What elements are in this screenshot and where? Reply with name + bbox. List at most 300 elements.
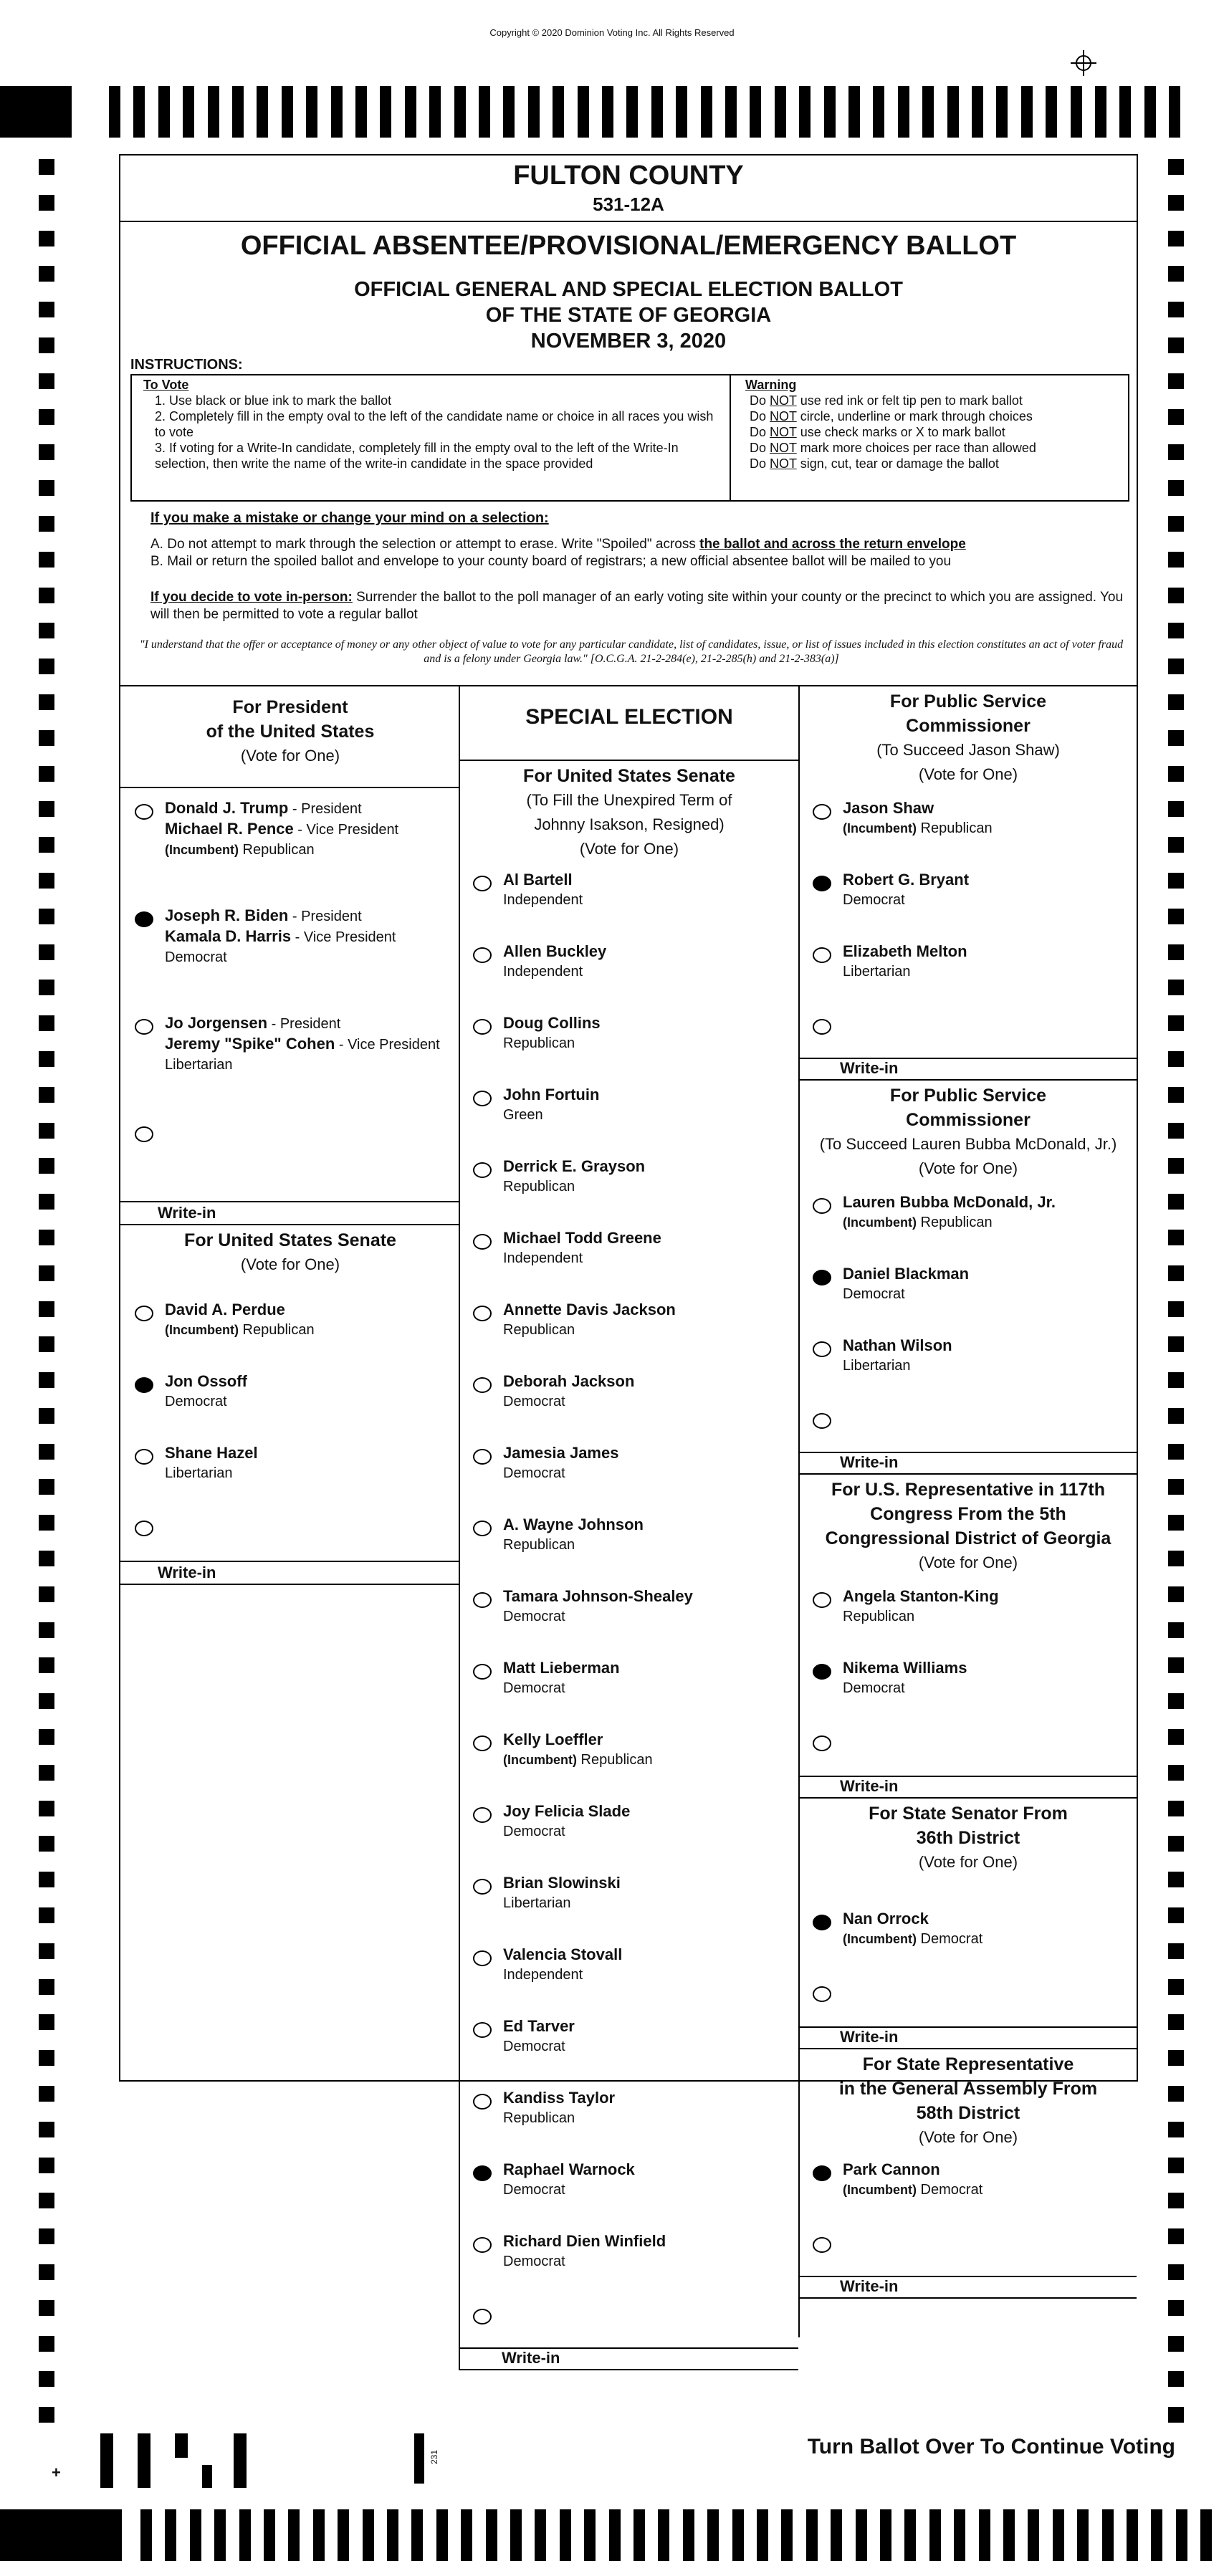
side-timing-mark xyxy=(39,1657,54,1673)
candidate-stanton-king: Angela Stanton-King Republican xyxy=(843,1587,999,1624)
instructions-label: INSTRUCTIONS: xyxy=(130,357,243,373)
side-timing-mark xyxy=(39,1479,54,1495)
side-timing-mark xyxy=(1168,195,1184,211)
oval-special-candidate[interactable] xyxy=(473,1521,492,1536)
side-timing-mark xyxy=(1168,337,1184,353)
side-timing-mark xyxy=(39,1622,54,1638)
side-timing-mark xyxy=(39,195,54,211)
oval-special-candidate[interactable] xyxy=(473,2165,492,2181)
left-side-marks xyxy=(39,159,54,2443)
timing-mark xyxy=(411,2509,423,2561)
side-timing-mark xyxy=(39,623,54,638)
candidate-special: Al Bartell Independent xyxy=(503,871,583,908)
side-timing-mark xyxy=(1168,2407,1184,2423)
side-timing-mark xyxy=(39,373,54,389)
side-timing-mark xyxy=(39,1408,54,1424)
timing-mark xyxy=(338,2509,349,2561)
side-timing-mark xyxy=(1168,1979,1184,1995)
side-timing-mark xyxy=(1168,516,1184,532)
candidate-special: Ed Tarver Democrat xyxy=(503,2017,575,2054)
oval-special-candidate[interactable] xyxy=(473,1735,492,1751)
timing-mark xyxy=(429,86,441,138)
county-title: FULTON COUNTY xyxy=(513,161,744,191)
timing-mark xyxy=(1046,86,1057,138)
candidate-special: Annette Davis Jackson Republican xyxy=(503,1301,676,1338)
footer-code-mark xyxy=(175,2433,188,2458)
timing-mark xyxy=(979,2509,990,2561)
timing-mark xyxy=(775,86,786,138)
candidate-mcdonald: Lauren Bubba McDonald, Jr. (Incumbent) Republican xyxy=(843,1193,1056,1230)
timing-mark xyxy=(824,86,836,138)
oval-mcdonald[interactable] xyxy=(813,1198,831,1214)
oval-orrock[interactable] xyxy=(813,1915,831,1930)
oval-psc1-writein[interactable] xyxy=(813,1019,831,1035)
candidate-special: Derrick E. Grayson Republican xyxy=(503,1157,646,1194)
timing-mark xyxy=(264,2509,275,2561)
footer-code-mark xyxy=(100,2433,113,2488)
timing-mark xyxy=(602,86,613,138)
special-election-title: SPECIAL ELECTION xyxy=(525,705,733,729)
candidate-ossoff: Jon Ossoff Democrat xyxy=(165,1372,247,1409)
side-timing-mark xyxy=(39,1872,54,1887)
candidate-special: Valencia Stovall Independent xyxy=(503,1945,623,1983)
race-special-senate: For United States Senate (To Fill the Unexpired Term of Johnny Isakson, Resigned) (Vote for One) xyxy=(523,766,735,858)
timing-mark xyxy=(528,86,540,138)
side-timing-mark xyxy=(1168,1444,1184,1460)
oval-special-candidate[interactable] xyxy=(473,2022,492,2038)
oval-bryant[interactable] xyxy=(813,876,831,891)
timing-mark xyxy=(633,2509,645,2561)
top-timing-bar xyxy=(0,86,1224,138)
oval-psc2-writein[interactable] xyxy=(813,1413,831,1429)
candidate-special: Allen Buckley Independent xyxy=(503,942,607,980)
side-timing-mark xyxy=(1168,1015,1184,1031)
timing-mark xyxy=(651,86,663,138)
timing-mark xyxy=(683,2509,694,2561)
side-timing-mark xyxy=(1168,1087,1184,1103)
oval-biden[interactable] xyxy=(135,911,153,927)
timing-mark xyxy=(232,86,244,138)
writein-senator: Write-in xyxy=(840,2028,899,2046)
side-timing-mark xyxy=(1168,444,1184,460)
side-timing-mark xyxy=(39,873,54,889)
race-us-senate: For United States Senate (Vote for One) xyxy=(184,1230,396,1273)
side-timing-mark xyxy=(1168,1765,1184,1781)
timing-mark xyxy=(1200,2509,1212,2561)
mistake-instructions: A. Do not attempt to mark through the selection or attempt to erase. Write "Spoiled" across the ballot and across the return envelope B. Mail or return the spoiled ballot and envelope to your county board of registrars; a new official absentee ballot will be mailed to you xyxy=(150,537,966,569)
oval-special-candidate[interactable] xyxy=(473,1162,492,1178)
oval-special-candidate[interactable] xyxy=(473,2237,492,2253)
side-timing-mark xyxy=(1168,1729,1184,1745)
side-timing-mark xyxy=(39,1123,54,1139)
race-us-representative: For U.S. Representative in 117th Congress From the 5th Congressional District of Georgia (Vote for One) xyxy=(825,1480,1111,1571)
side-timing-mark xyxy=(1168,2050,1184,2066)
race-psc-mcdonald: For Public Service Commissioner (To Succeed Lauren Bubba McDonald, Jr.) (Vote for One) xyxy=(819,1086,1117,1177)
candidate-special: Matt Lieberman Democrat xyxy=(503,1659,620,1696)
side-timing-mark xyxy=(39,2158,54,2173)
timing-mark xyxy=(676,86,687,138)
side-timing-mark xyxy=(1168,266,1184,282)
timing-mark xyxy=(1176,2509,1187,2561)
side-timing-mark xyxy=(1168,1515,1184,1531)
right-side-marks xyxy=(1168,159,1184,2443)
oval-stanton-king[interactable] xyxy=(813,1592,831,1608)
side-timing-mark xyxy=(39,2086,54,2102)
timing-mark xyxy=(880,2509,891,2561)
to-vote-instructions: To Vote 1. Use black or blue ink to mark the ballot 2. Completely fill in the empty oval to the left of the candidate name or choice in all races you wish to vote 3. If voting for a Write-In candidate, completely fill in the empty oval to the left of the Write-In selection, then write the name of the write-in candidate in the space provided xyxy=(143,378,714,471)
side-timing-mark xyxy=(39,2014,54,2030)
side-timing-mark xyxy=(39,801,54,817)
timing-mark xyxy=(133,86,145,138)
candidate-hazel: Shane Hazel Libertarian xyxy=(165,1444,258,1481)
side-timing-mark xyxy=(1168,1836,1184,1852)
turn-over-notice: Turn Ballot Over To Continue Voting xyxy=(807,2435,1175,2458)
oval-special-candidate[interactable] xyxy=(473,1449,492,1465)
candidate-special: Jamesia James Democrat xyxy=(503,1444,619,1481)
side-timing-mark xyxy=(1168,588,1184,603)
side-timing-mark xyxy=(39,159,54,175)
side-timing-mark xyxy=(39,1943,54,1959)
plus-mark-icon: + xyxy=(52,2464,61,2481)
ballot-title: OFFICIAL ABSENTEE/PROVISIONAL/EMERGENCY BALLOT xyxy=(240,231,1017,261)
timing-mark xyxy=(288,2509,300,2561)
side-timing-mark xyxy=(1168,2300,1184,2316)
timing-mark xyxy=(707,2509,719,2561)
side-timing-mark xyxy=(1168,980,1184,995)
side-timing-mark xyxy=(39,231,54,246)
side-timing-mark xyxy=(1168,552,1184,568)
side-timing-mark xyxy=(39,1230,54,1245)
election-date: NOVEMBER 3, 2020 xyxy=(530,330,727,353)
timing-mark xyxy=(387,2509,398,2561)
timing-mark xyxy=(214,2509,226,2561)
timing-mark xyxy=(947,86,959,138)
writein-rep: Write-in xyxy=(840,1777,899,1795)
timing-mark xyxy=(190,2509,201,2561)
oval-special-candidate[interactable] xyxy=(473,2094,492,2110)
oval-wilson[interactable] xyxy=(813,1341,831,1357)
oval-blackman[interactable] xyxy=(813,1270,831,1285)
writein-special: Write-in xyxy=(502,2349,560,2367)
side-timing-mark xyxy=(39,2371,54,2387)
side-timing-mark xyxy=(1168,1551,1184,1566)
timing-mark xyxy=(140,2509,152,2561)
warning-instructions: Warning Do NOT use red ink or felt tip pen to mark ballot Do NOT circle, underline or mark through choices Do NOT use check marks or X to mark ballot Do NOT mark more choices per race than allowed Do NOT sign, cut, tear or damage the ballot xyxy=(745,378,1036,471)
oval-staterep-writein[interactable] xyxy=(813,2237,831,2253)
writein-psc2: Write-in xyxy=(840,1453,899,1471)
side-timing-mark xyxy=(1168,730,1184,746)
oval-special-candidate[interactable] xyxy=(473,1807,492,1823)
timing-mark xyxy=(658,2509,669,2561)
oval-special-writein[interactable] xyxy=(473,2309,492,2324)
candidate-special: Deborah Jackson Democrat xyxy=(503,1372,635,1409)
timing-mark xyxy=(282,86,293,138)
oval-special-candidate[interactable] xyxy=(473,1377,492,1393)
timing-mark xyxy=(479,86,490,138)
side-timing-mark xyxy=(39,516,54,532)
candidate-special: Richard Dien Winfield Democrat xyxy=(503,2232,666,2269)
side-timing-mark xyxy=(1168,694,1184,710)
timing-mark xyxy=(732,2509,744,2561)
oval-shaw[interactable] xyxy=(813,804,831,820)
side-timing-mark xyxy=(1168,2014,1184,2030)
timing-mark xyxy=(856,2509,867,2561)
candidate-perdue: David A. Perdue (Incumbent) Republican xyxy=(165,1301,315,1338)
timing-mark xyxy=(757,2509,768,2561)
side-timing-mark xyxy=(1168,1943,1184,1959)
side-timing-mark xyxy=(39,2336,54,2352)
side-timing-mark xyxy=(39,2050,54,2066)
legal-notice: "I understand that the offer or acceptance of money or any other object of value to vote for any particular candidate, list of candidates, issue, or list of issues included in this election constitutes an act of voter fraud and is a felony under Georgia law." [O.C.G.A. 21-2-284(e), 21-2-285(h) and 21-2-383(a)] xyxy=(139,638,1124,665)
side-timing-mark xyxy=(39,1336,54,1352)
candidate-special: Raphael Warnock Democrat xyxy=(503,2160,635,2198)
side-timing-mark xyxy=(1168,1123,1184,1139)
timing-mark xyxy=(553,86,564,138)
side-timing-mark xyxy=(39,730,54,746)
side-timing-mark xyxy=(39,2193,54,2208)
candidate-special: Tamara Johnson-Shealey Democrat xyxy=(503,1587,693,1624)
side-timing-mark xyxy=(39,337,54,353)
timing-mark xyxy=(578,86,589,138)
side-timing-mark xyxy=(1168,1158,1184,1174)
oval-special-candidate[interactable] xyxy=(473,1592,492,1608)
oval-special-candidate[interactable] xyxy=(473,1950,492,1966)
timing-mark xyxy=(1003,2509,1015,2561)
timing-mark xyxy=(799,86,811,138)
candidate-special: Kandiss Taylor Republican xyxy=(503,2089,616,2126)
race-president: For President of the United States (Vote for One) xyxy=(206,697,375,765)
timing-mark xyxy=(535,2509,546,2561)
oval-hazel[interactable] xyxy=(135,1449,153,1465)
timing-mark xyxy=(1021,86,1033,138)
side-timing-mark xyxy=(1168,2264,1184,2280)
timing-mark xyxy=(486,2509,497,2561)
side-timing-mark xyxy=(1168,1801,1184,1816)
side-timing-mark xyxy=(39,837,54,853)
side-timing-mark xyxy=(1168,2228,1184,2244)
ballot-subtitle-2: OF THE STATE OF GEORGIA xyxy=(485,304,772,327)
timing-mark xyxy=(898,86,909,138)
candidate-shaw: Jason Shaw (Incumbent) Republican xyxy=(843,799,993,836)
side-timing-mark xyxy=(39,909,54,924)
timing-mark xyxy=(922,86,934,138)
side-timing-mark xyxy=(39,2300,54,2316)
registration-target-icon xyxy=(1069,49,1098,77)
timing-mark xyxy=(1127,2509,1138,2561)
side-timing-mark xyxy=(39,1158,54,1174)
side-timing-mark xyxy=(1168,231,1184,246)
writein-psc1: Write-in xyxy=(840,1059,899,1077)
inperson-instructions: If you decide to vote in-person: Surrender the ballot to the poll manager of an early voting site within your county or the precinct to which you are assigned. You will then be permitted to vote a regular ballot xyxy=(150,590,1124,622)
candidate-blackman: Daniel Blackman Democrat xyxy=(843,1265,970,1302)
footer-code-mark xyxy=(138,2433,150,2488)
side-timing-mark xyxy=(39,409,54,425)
side-timing-mark xyxy=(1168,1657,1184,1673)
timing-mark xyxy=(503,86,515,138)
candidate-special: Kelly Loeffler (Incumbent) Republican xyxy=(503,1730,653,1768)
oval-rep-writein[interactable] xyxy=(813,1735,831,1751)
oval-president-writein[interactable] xyxy=(135,1126,153,1142)
candidate-melton: Elizabeth Melton Libertarian xyxy=(843,942,967,980)
side-timing-mark xyxy=(39,1087,54,1103)
oval-williams[interactable] xyxy=(813,1664,831,1680)
side-timing-mark xyxy=(1168,1907,1184,1923)
oval-special-candidate[interactable] xyxy=(473,1879,492,1895)
timing-mark xyxy=(831,2509,842,2561)
timing-mark xyxy=(848,86,860,138)
copyright: Copyright © 2020 Dominion Voting Inc. All Rights Reserved xyxy=(489,27,735,38)
timing-mark xyxy=(1028,2509,1039,2561)
side-timing-mark xyxy=(39,1693,54,1709)
oval-special-candidate[interactable] xyxy=(473,1091,492,1106)
side-timing-mark xyxy=(1168,1336,1184,1352)
side-timing-mark xyxy=(39,944,54,960)
footer-code: 231 xyxy=(429,2449,440,2465)
side-timing-mark xyxy=(39,659,54,674)
timing-mark xyxy=(609,2509,621,2561)
side-timing-mark xyxy=(1168,373,1184,389)
oval-special-candidate[interactable] xyxy=(473,947,492,963)
side-timing-mark xyxy=(1168,623,1184,638)
timing-mark xyxy=(954,2509,965,2561)
oval-special-candidate[interactable] xyxy=(473,1019,492,1035)
timing-mark xyxy=(1077,2509,1089,2561)
candidate-special: Michael Todd Greene Independent xyxy=(503,1229,661,1266)
side-timing-mark xyxy=(39,2122,54,2137)
timing-mark xyxy=(355,86,367,138)
side-timing-mark xyxy=(39,1729,54,1745)
oval-jorgensen[interactable] xyxy=(135,1019,153,1035)
side-timing-mark xyxy=(1168,2158,1184,2173)
side-timing-mark xyxy=(1168,837,1184,853)
timing-mark xyxy=(454,86,466,138)
side-timing-mark xyxy=(39,980,54,995)
timing-mark xyxy=(781,2509,793,2561)
writein-president: Write-in xyxy=(158,1204,216,1222)
oval-ossoff[interactable] xyxy=(135,1377,153,1393)
oval-senate-writein[interactable] xyxy=(135,1521,153,1536)
side-timing-mark xyxy=(1168,1479,1184,1495)
side-timing-mark xyxy=(1168,944,1184,960)
side-timing-mark xyxy=(39,2228,54,2244)
oval-special-candidate[interactable] xyxy=(473,876,492,891)
side-timing-mark xyxy=(39,1586,54,1602)
side-timing-mark xyxy=(1168,1265,1184,1281)
timing-mark xyxy=(701,86,712,138)
timing-mark xyxy=(750,86,761,138)
side-timing-mark xyxy=(1168,1408,1184,1424)
mistake-title: If you make a mistake or change your mind on a selection: xyxy=(150,510,549,526)
candidate-trump: Donald J. Trump - President Michael R. Pence - Vice President (Incumbent) Republican xyxy=(165,799,399,858)
timing-mark xyxy=(725,86,737,138)
timing-mark xyxy=(405,86,416,138)
timing-mark xyxy=(165,2509,176,2561)
side-timing-mark xyxy=(39,1301,54,1317)
timing-mark xyxy=(257,86,268,138)
side-timing-mark xyxy=(39,1444,54,1460)
side-timing-mark xyxy=(1168,1051,1184,1067)
timing-mark xyxy=(1144,86,1156,138)
timing-mark xyxy=(560,2509,571,2561)
side-timing-mark xyxy=(39,1801,54,1816)
timing-mark xyxy=(313,2509,325,2561)
side-timing-mark xyxy=(1168,801,1184,817)
timing-mark xyxy=(208,86,219,138)
side-timing-mark xyxy=(39,1194,54,1210)
side-timing-mark xyxy=(1168,2193,1184,2208)
timing-mark xyxy=(158,86,170,138)
timing-mark xyxy=(1102,2509,1114,2561)
side-timing-mark xyxy=(39,1051,54,1067)
race-state-representative: For State Representative in the General Assembly From 58th District (Vote for One) xyxy=(838,2054,1098,2146)
candidate-orrock: Nan Orrock (Incumbent) Democrat xyxy=(843,1910,983,1947)
footer-code-mark xyxy=(234,2433,247,2488)
timing-mark xyxy=(972,86,983,138)
side-timing-mark xyxy=(39,1907,54,1923)
oval-trump[interactable] xyxy=(135,804,153,820)
side-timing-mark xyxy=(1168,1586,1184,1602)
side-timing-mark xyxy=(1168,1372,1184,1388)
side-timing-mark xyxy=(39,1515,54,1531)
candidate-special: Joy Felicia Slade Democrat xyxy=(503,1802,631,1839)
side-timing-mark xyxy=(1168,659,1184,674)
oval-perdue[interactable] xyxy=(135,1306,153,1321)
side-timing-mark xyxy=(1168,2336,1184,2352)
oval-cannon[interactable] xyxy=(813,2165,831,2181)
timing-mark xyxy=(183,86,194,138)
candidate-biden: Joseph R. Biden - President Kamala D. Harris - Vice President Democrat xyxy=(165,906,396,965)
side-timing-mark xyxy=(1168,1194,1184,1210)
oval-special-candidate[interactable] xyxy=(473,1664,492,1680)
timing-mark xyxy=(929,2509,941,2561)
oval-special-candidate[interactable] xyxy=(473,1306,492,1321)
timing-mark xyxy=(806,2509,818,2561)
candidate-williams: Nikema Williams Democrat xyxy=(843,1659,967,1696)
race-state-senator: For State Senator From 36th District (Vote for One) xyxy=(869,1804,1068,1871)
footer-code-mark xyxy=(202,2465,212,2488)
side-timing-mark xyxy=(39,480,54,496)
oval-melton[interactable] xyxy=(813,947,831,963)
side-timing-mark xyxy=(1168,159,1184,175)
side-timing-mark xyxy=(1168,1693,1184,1709)
side-timing-mark xyxy=(1168,909,1184,924)
timing-mark xyxy=(239,2509,251,2561)
timing-mark xyxy=(461,2509,472,2561)
side-timing-mark xyxy=(1168,302,1184,317)
side-timing-mark xyxy=(1168,2086,1184,2102)
side-timing-mark xyxy=(39,2264,54,2280)
writein-senate: Write-in xyxy=(158,1564,216,1581)
side-timing-mark xyxy=(39,2407,54,2423)
side-timing-mark xyxy=(39,1372,54,1388)
side-timing-mark xyxy=(1168,480,1184,496)
oval-senator-writein[interactable] xyxy=(813,1986,831,2002)
side-timing-mark xyxy=(39,1765,54,1781)
writein-staterep: Write-in xyxy=(840,2277,899,2295)
side-timing-mark xyxy=(39,266,54,282)
timing-mark xyxy=(1095,86,1106,138)
side-timing-mark xyxy=(1168,409,1184,425)
timing-mark xyxy=(363,2509,374,2561)
side-timing-mark xyxy=(1168,1230,1184,1245)
oval-special-candidate[interactable] xyxy=(473,1234,492,1250)
side-timing-mark xyxy=(1168,2371,1184,2387)
timing-mark xyxy=(584,2509,596,2561)
timing-mark xyxy=(380,86,391,138)
footer-code-mark xyxy=(414,2433,424,2484)
timing-mark xyxy=(904,2509,916,2561)
side-timing-mark xyxy=(39,1979,54,1995)
